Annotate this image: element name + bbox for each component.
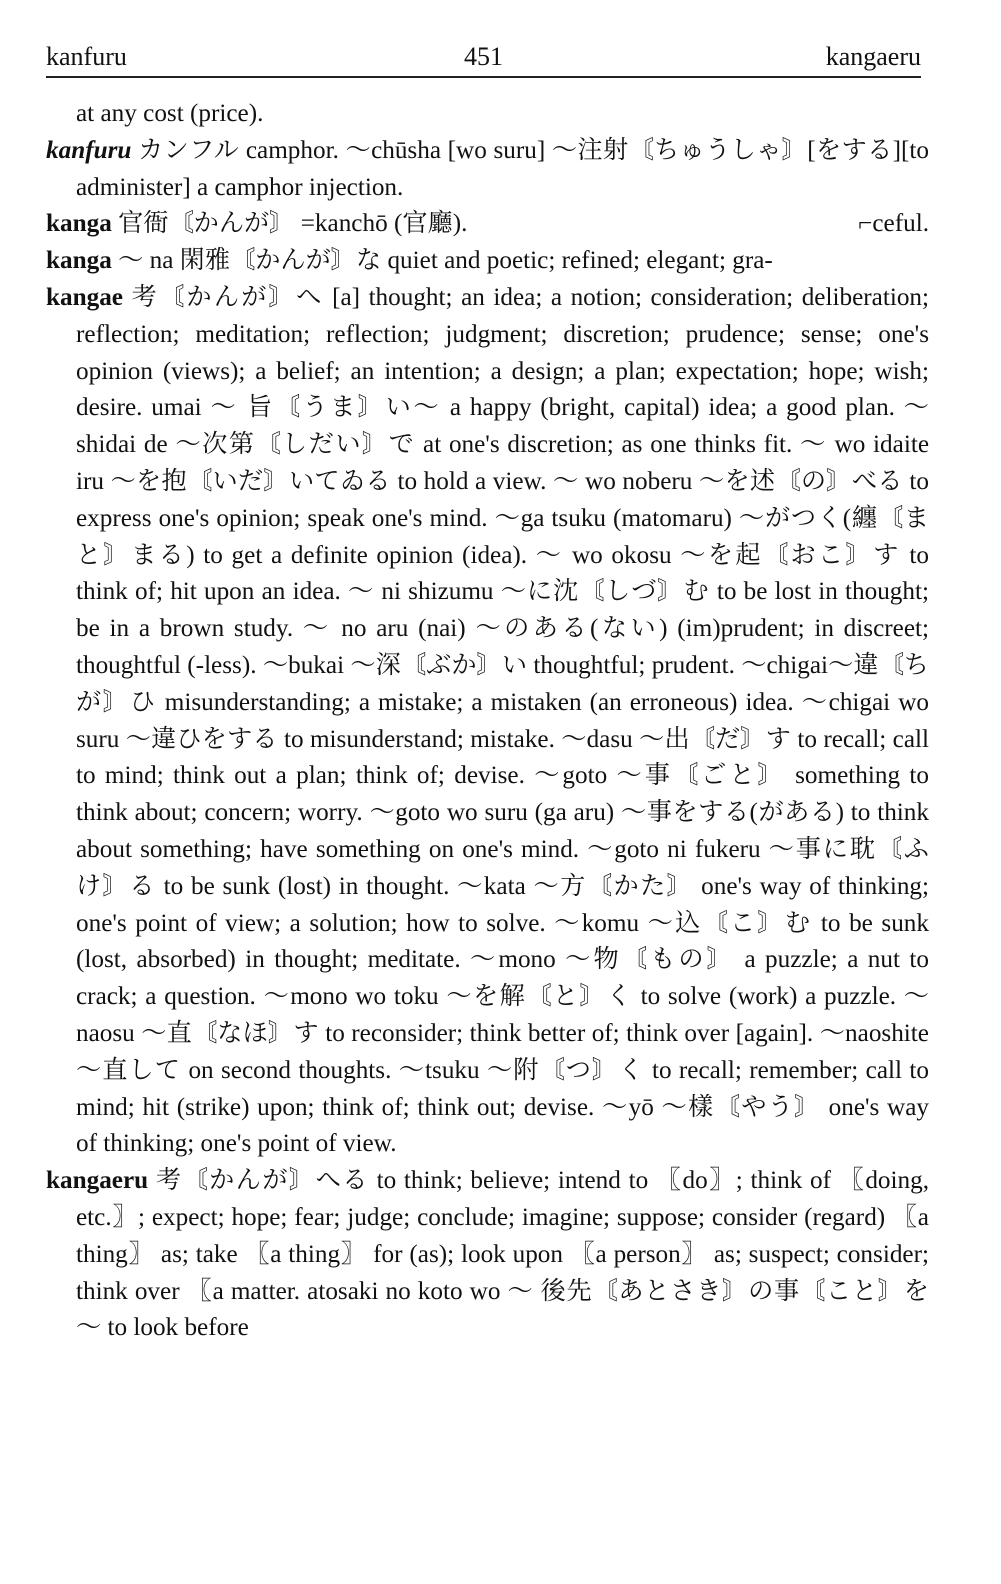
running-head-right: kangaeru [825, 42, 921, 71]
carryover-fragment: ⌐ceful. [858, 210, 929, 238]
entry-text: at any cost (price). [76, 100, 264, 127]
entry-text: 考〘かんが〙へ [a] thought; an idea; a notion; consideration; deliberation; reflection; meditation; reflection; judgment; discretion; prudence; sense; one's opinion (views); a belief; an intention; a design; a plan; expectation; hope; wish; desire. umai ～ 旨〘うま〙い～ a happy (bright, capital) idea; a good plan. ～shidai de ～次第〘しだい〙で at one's discretion; as one thinks fit. ～ wo idaite iru ～を抱〘いだ〙いてゐる to hold a view. ～ wo noberu ～を述〘の〙べる to express one's opinion; speak one's mind. ～ga tsuku (matomaru) ～がつく(纏〘まと〙まる) to get a definite opinion (idea). ～ wo okosu ～を起〘おこ〙す to think of; hit upon an idea. ～ ni shizumu ～に沈〘しづ〙む to be lost in thought; be in a brown study. ～ no aru (nai) ～のある(ない) (im)prudent; in discreet; thoughtful (-less). ～bukai ～深〘ぶか〙い thoughtful; prudent. ～chigai～違〘ちが〙ひ misunderstanding; a mistake; a mistaken (an erroneous) idea. ～chigai wo suru ～違ひをする to misunderstand; mistake. ～dasu ～出〘だ〙す to recall; call to mind; think out a plan; think of; devise. ～goto ～事〘ごと〙 something to think about; concern; worry. ～goto wo suru (ga aru) ～事をする(がある) to think about something; have something on one's mind. ～goto ni fukeru ～事に耽〘ふけ〙る to be sunk (lost) in thought. ～kata ～方〘かた〙 one's way of thinking; one's point of view; a solution; how to solve. ～komu ～込〘こ〙む to be sunk (lost, absorbed) in thought; meditate. ～mono ～物〘もの〙 a puzzle; a nut to crack; a question. ～mono wo toku ～を解〘と〙く to solve (work) a puzzle. ～naosu ～直〘なほ〙す to reconsider; think better of; think over [again]. ～naoshite ～直して on second thoughts. ～tsuku ～附〘つ〙く to recall; remember; call to mind; hit (strike) upon; think of; think out; devise. ～yō ～樣〘やう〙 one's way of thinking; one's point of view. [76, 283, 930, 1158]
entry-kangae [46, 280, 929, 1163]
entry-kanfuru [46, 133, 929, 207]
headword: kangae [46, 283, 123, 311]
headword: kangaeru [46, 1167, 149, 1195]
entry-text: ～ na 閑雅〘かんが〙な quiet and poetic; refined; elegant; gra- [118, 247, 773, 275]
entry-kangaeru [46, 1163, 929, 1347]
dictionary-body [46, 96, 929, 1347]
running-head [46, 36, 921, 78]
entry-text: 考〘かんが〙へる to think; believe; intend to 〖do〗; think of 〖doing, etc.〗; expect; hope; fear; judge; conclude; imagine; suppose; consider (regard) 〖a thing〗 as; take 〖a thing〗 for (as); look upon 〖a person〗 as; suspect; consider; think over 〖a matter. atosaki no koto wo ～ 後先〘あとさき〙の事〘こと〙を～ to look before [76, 1167, 930, 1342]
headword: kanga [46, 210, 112, 238]
entry-continuation [46, 96, 929, 133]
entry-text: 官衙〘かんが〙 =kanchō (官廳). [118, 210, 468, 238]
entry-text: カンフル camphor. ～chūsha [wo suru] ～注射〘ちゅうしゃ〙[をする][to administer] a camphor injection. [76, 136, 930, 201]
headword: kanfuru [46, 136, 132, 164]
entry-kanga-1 [46, 206, 929, 243]
running-head-left: kanfuru [46, 42, 127, 71]
headword: kanga [46, 247, 112, 275]
entry-kanga-2 [46, 243, 929, 280]
page-number: 451 [464, 42, 503, 71]
